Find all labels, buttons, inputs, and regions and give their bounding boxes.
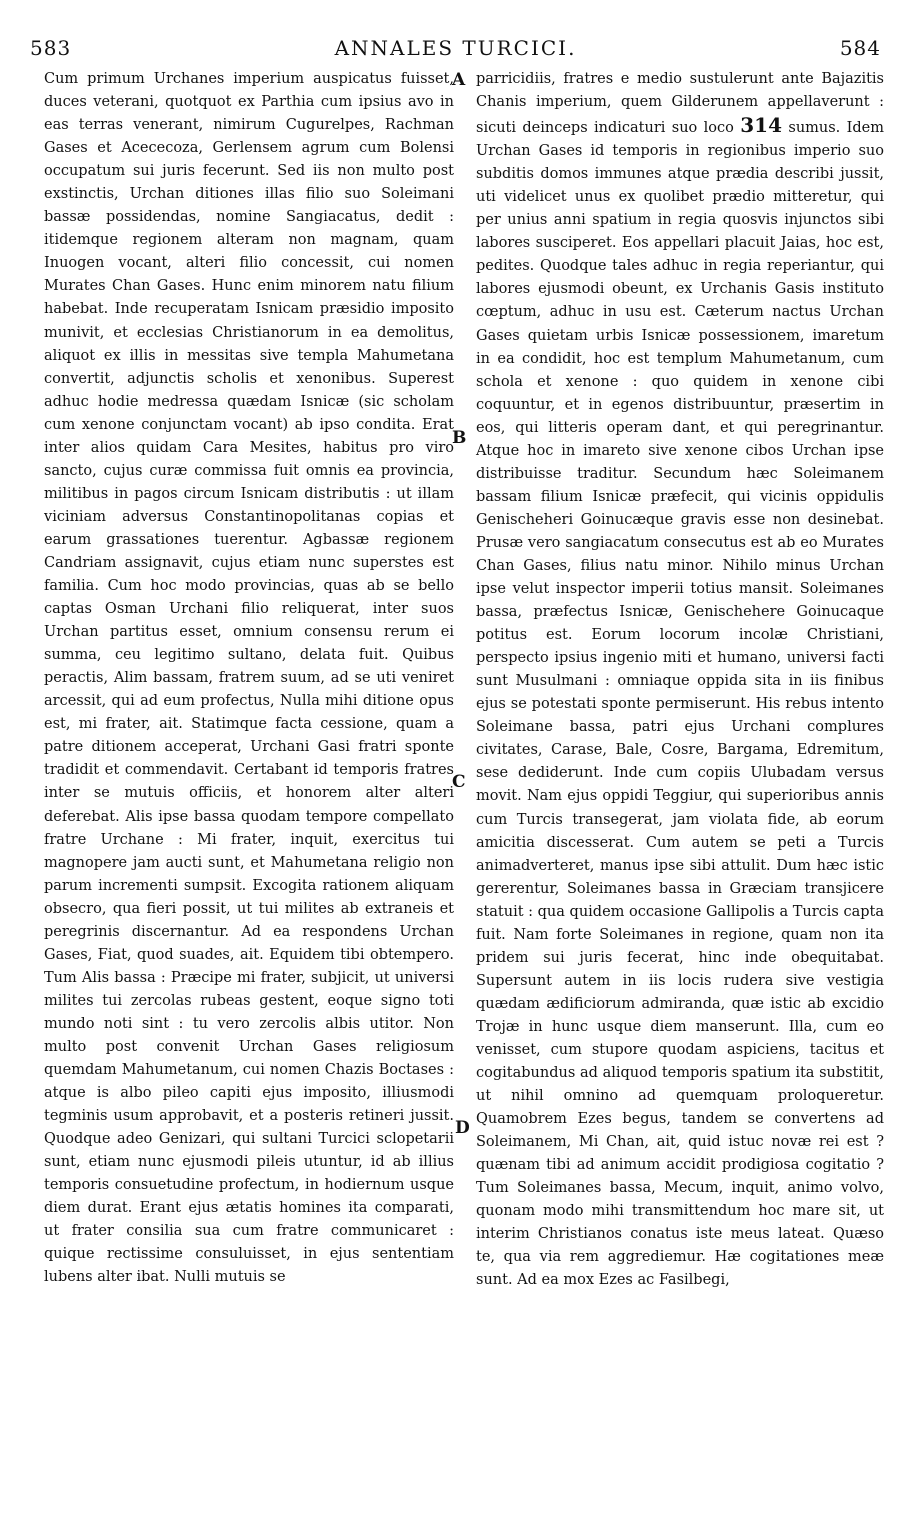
right-column-text-end: sumus. Idem Urchan Gases id temporis in regionibus imperio suo subditis domos immunes atque prædia describi jussit, uti videlicet unus ex quolibet prædio mitteretur, qui per unius anni spatium in regia quosvis injunctos sibi labores susciperet. Eos appellari placuit Jaias, hoc est, pedites. Quodque tales adhuc in regia reperiantur, qui labores ejusmodi obeunt, ex Urchanis Gasis instituto cœptum, adhuc in usu est. Cæterum nactus Urchan Gases quietam urbis Isnicæ possessionem, imaretum in ea condidit, hoc est templum Mahumetanum, cum schola et xenone : quo quidem in xenone cibi coquuntur, et in egenos distribuuntur, præsertim in eos, qui litteris operam dant, et qui peregrinantur. Atque hoc in imareto sive xenone cibos Urchan ipse distribuisse traditur. Secundum hæc Soleimanem bassam filium Isnicæ præfecit, qui vicinis oppidulis Genischeheri Goinucæque gravis esse non desinebat. Prusæ vero sangiacatum consecutus est ab eo Murates Chan Gases, filius natu minor. Nihilo minus Urchan ipse velut inspector imperii totius mansit. Soleimanes bassa, præfectus Isnicæ, Genischehere Goinucaque potitus est. Eorum locorum incolæ Christiani, perspecto ipsius ingenio miti et humano, universi facti sunt Musulmani : omniaque oppida sita in iis finibus ejus se potestati sponte permiserunt. His rebus intento Soleimane bassa, patri ejus Urchani complures civitates, Carase, Bale, Cosre, Bargama, Edremitum, sese dediderunt. Inde cum copiis Ulubadam versus movit. Nam ejus oppidi Teggiur, qui superioribus annis cum Turcis transegerat, jam violata fide, ab eorum amicitia discesserat. Cum autem se peti a Turcis animadverteret, manus ipse sibi attulit. Dum hæc istic gererentur, Soleimanes bassa in Græciam transjicere statuit : qua quidem occasione Gallipolis a Turcis capta fuit. Nam forte Soleimanes in regione, quam non ita pridem sui juris fecerat, hinc inde obequitabat. Supersunt autem in iis locis rudera sive vestigia quædam ædificiorum admiranda, quæ istic ab excidio Trojæ in hunc usque diem manserunt. Illa, cum eo venisset, cum stupore quodam aspiciens, tacitus et cogitabundus ad aliquod temporis spatium ita substitit, ut nihil omnino ad quemquam proloqueretur. Quamobrem Ezes begus, tandem se convertens ad Soleimanem, Mi Chan, ait, quid istuc novæ rei est ? quænam tibi ad animum accidit prodigiosa cogitatio ? Tum Soleimanes bassa, Mecum, inquit, animo volvo, quonam modo mihi transmittendum hoc mare sit, ut interim Christianos conatus iste meus lateat. Quæso te, qua via rem aggrediemur. Hæ cogitationes meæ sunt. Ad ea mox Ezes ac Fasilbegi, bbox=[476, 120, 885, 1289]
running-header bbox=[30, 30, 881, 66]
right-page-number: 584 bbox=[839, 36, 881, 60]
left-column-text: Cum primum Urchanes imperium auspicatus fuisset, duces veterani, quotquot ex Parthia cum ipsius avo in eas terras venerant, nimirum Cugurelpes, Rachman Gases et Acececoza, Gerlensem agrum cum Bolensi occupatum sui juris fecerunt. Sed iis non multo post exstinctis, Urchan ditiones illas filio suo Soleimani bassæ possidendas, nomine Sangiacatus, dedit : itidemque regionem alteram non magnam, quam Inuogen vocant, alteri filio concessit, cui nomen Murates Chan Gases. Hunc enim minorem natu filium habebat. Inde recuperatam Isnicam præsidio imposito munivit, et ecclesias Christianorum in ea demolitus, aliquot ex illis in messitas sive templa Mahumetana convertit, adjunctis scholis et xenonibus. Superest adhuc hodie medressa quædam Isnicæ (sic scholam cum xenone conjunctam vocant) ab ipso condita. Erat inter alios quidam Cara Mesites, habitus pro viro sancto, cujus curæ commissa fuit omnis ea provincia, militibus in pagos circum Isnicam distributis : ut illam viciniam adversus Constantinopolitanas copias et earum grassationes tuerentur. Agbassæ regionem Candriam assignavit, cujus etiam nunc superstes est familia. Cum hoc modo provincias, quas ab se bello captas Osman Urchani filio reliquerat, inter suos Urchan partitus esset, omnium consensu rerum ei summa, ceu legitimo sultano, delata fuit. Quibus peractis, Alim bassam, fratrem suum, ad se uti veniret arcessit, qui ad eum profectus, Nulla mihi ditione opus est, mi frater, ait. Statimque facta cessione, quam a patre ditionem acceperat, Urchani Gasi fratri sponte tradidit et commendavit. Certabant id temporis fratres inter se mutuis officiis, et honorem alter alteri deferebat. Alis ipse bassa quodam tempore compellato fratre Urchane : Mi frater, inquit, exercitus tui magnopere jam aucti sunt, et Mahumetana religio non parum incrementi sumpsit. Excogita rationem aliquam obsecro, qua fieri possit, ut tui milites ab extraneis et peregrinis discernantur. Ad ea respondens Urchan Gases, Fiat, quod suades, ait. Equidem tibi obtempero. Tum Alis bassa : Præcipe mi frater, subjicit, ut universi milites tui zercolas rubeas gestent, eoque signo toti mundo noti sint : tu vero zercolis albis utitor. Non multo post convenit Urchan Gases religiosum quemdam Mahumetanum, cui nomen Chazis Boctases : atque is albo pileo capiti ejus imposito, illiusmodi tegminis usum approbavit, et a posteris retineri jussit. Quodque adeo Genizari, qui sultani Turcici sclopetarii sunt, etiam nunc ejusmodi pileis utuntur, id ab illius temporis consuetudine profectum, in hodiernum usque diem durat. Erant ejus ætatis homines ita comparati, ut frater consilia sua cum fratre communicaret : quique rectissime consuluisset, in ejus sententiam lubens alter ibat. Nulli mutuis se bbox=[44, 71, 454, 1286]
running-title: ANNALES TURCICI. bbox=[334, 36, 577, 60]
left-column bbox=[44, 68, 454, 1289]
margin-page-reference: 314 bbox=[740, 113, 782, 138]
section-marker-d: D bbox=[455, 1118, 470, 1138]
left-page-number: 583 bbox=[30, 36, 72, 60]
right-column bbox=[476, 68, 884, 1292]
section-marker-a: A bbox=[452, 70, 466, 90]
right-column-text-start: parricidiis, fratres e medio sustulerunt ante Bajazitis Chanis imperium, quem Gilderunem appellaverunt : sicuti deinceps indicaturi suo loco bbox=[476, 71, 884, 137]
section-marker-c: C bbox=[452, 772, 466, 792]
section-marker-b: B bbox=[452, 428, 467, 448]
